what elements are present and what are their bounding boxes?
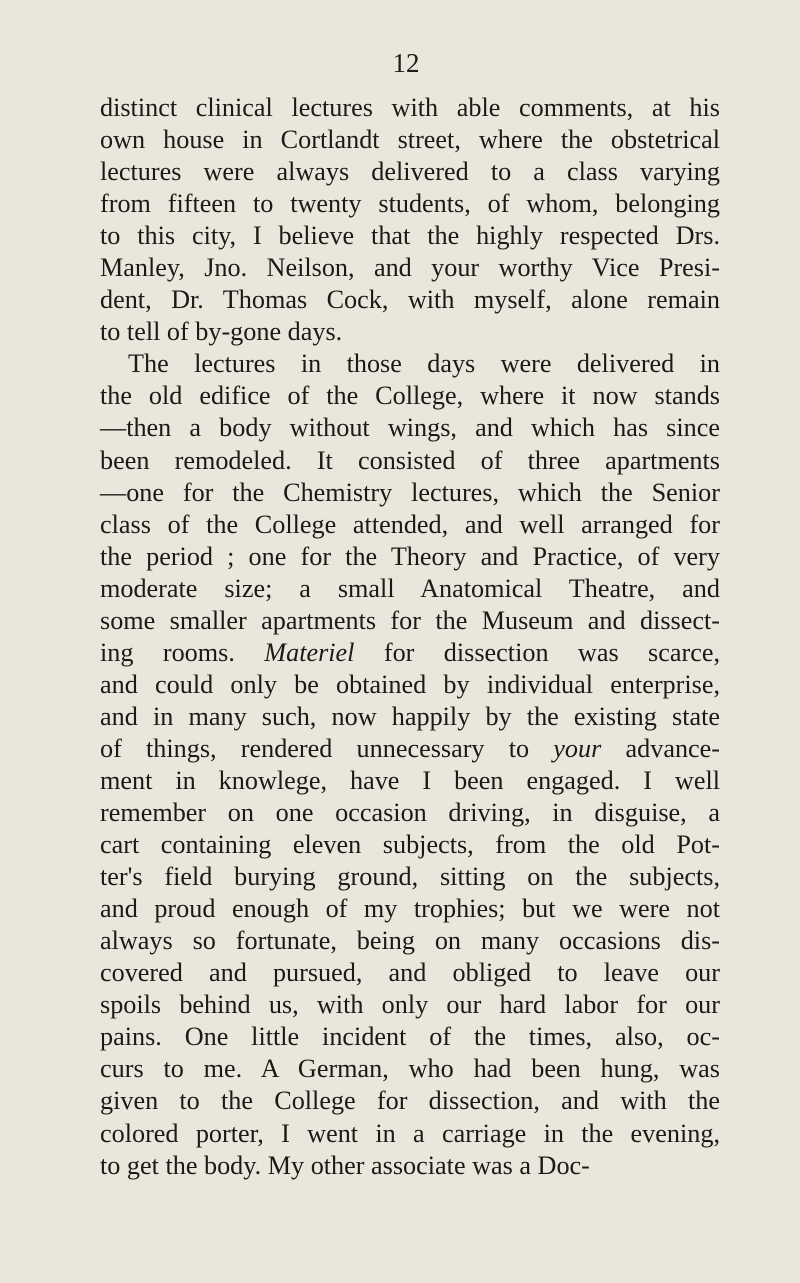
paragraph-end-line: to tell of by-gone days. [100,317,343,347]
text-line: and in many such, now happily by the existing state [100,701,720,731]
text-line: class of the College attended, and well arranged for [100,509,720,539]
text-line: covered and pursued, and obliged to leave our [100,958,720,988]
text-line-with-italic [100,637,720,669]
italic-word: your [553,733,602,763]
text-segment: advance- [601,733,721,763]
text-line: cart containing eleven subjects, from the old Pot- [100,830,720,860]
text-line: the old edifice of the College, where it now stands [100,381,720,411]
text-line: spoils behind us, with only our hard labor for our [100,990,720,1020]
text-line: pains. One little incident of the times, also, oc- [100,1022,720,1052]
text-line-with-italic [100,733,720,765]
text-line: —then a body without wings, and which has since [100,413,720,443]
text-line: lectures were always delivered to a class varying [100,157,720,187]
paragraph-start-line: The lectures in those days were delivered in [128,349,720,379]
italic-word: Materiel [264,637,355,667]
text-line: always so fortunate, being on many occasions dis- [100,926,720,956]
text-line: to this city, I believe that the highly respected Drs. [100,221,720,251]
body-text [100,92,720,1182]
text-line: distinct clinical lectures with able comments, at his [100,93,720,122]
page-number: 12 [392,48,420,78]
text-line: given to the College for dissection, and with the [100,1086,720,1116]
text-line: been remodeled. It consisted of three apartments [100,445,720,475]
text-line: some smaller apartments for the Museum and dissect- [100,605,720,635]
text-segment: ing rooms. [100,637,265,667]
text-line: —one for the Chemistry lectures, which the Senior [100,477,720,507]
text-line: and proud enough of my trophies; but we were not [100,894,720,924]
text-line: curs to me. A German, who had been hung, was [100,1054,720,1084]
text-line: own house in Cortlandt street, where the obstetrical [100,125,720,155]
text-line: moderate size; a small Anatomical Theatre, and [100,573,720,603]
text-line: dent, Dr. Thomas Cock, with myself, alone remain [100,285,720,315]
text-line: ter's field burying ground, sitting on the subjects, [100,862,720,892]
text-segment: of things, rendered unnecessary to [100,733,530,763]
text-line: the period ; one for the Theory and Practice, of very [100,541,720,571]
text-segment: for dissection was scarce, [354,637,721,667]
text-line: from fifteen to twenty students, of whom, belonging [100,189,720,219]
text-line: Manley, Jno. Neilson, and your worthy Vice Presi- [100,253,720,283]
text-line: ment in knowlege, have I been engaged. I well [100,765,720,795]
text-line: colored porter, I went in a carriage in the evening, [100,1118,720,1148]
text-line: remember on one occasion driving, in disguise, a [100,798,720,828]
text-line: and could only be obtained by individual enterprise, [100,669,720,699]
text-line: to get the body. My other associate was a Doc- [100,1150,590,1180]
